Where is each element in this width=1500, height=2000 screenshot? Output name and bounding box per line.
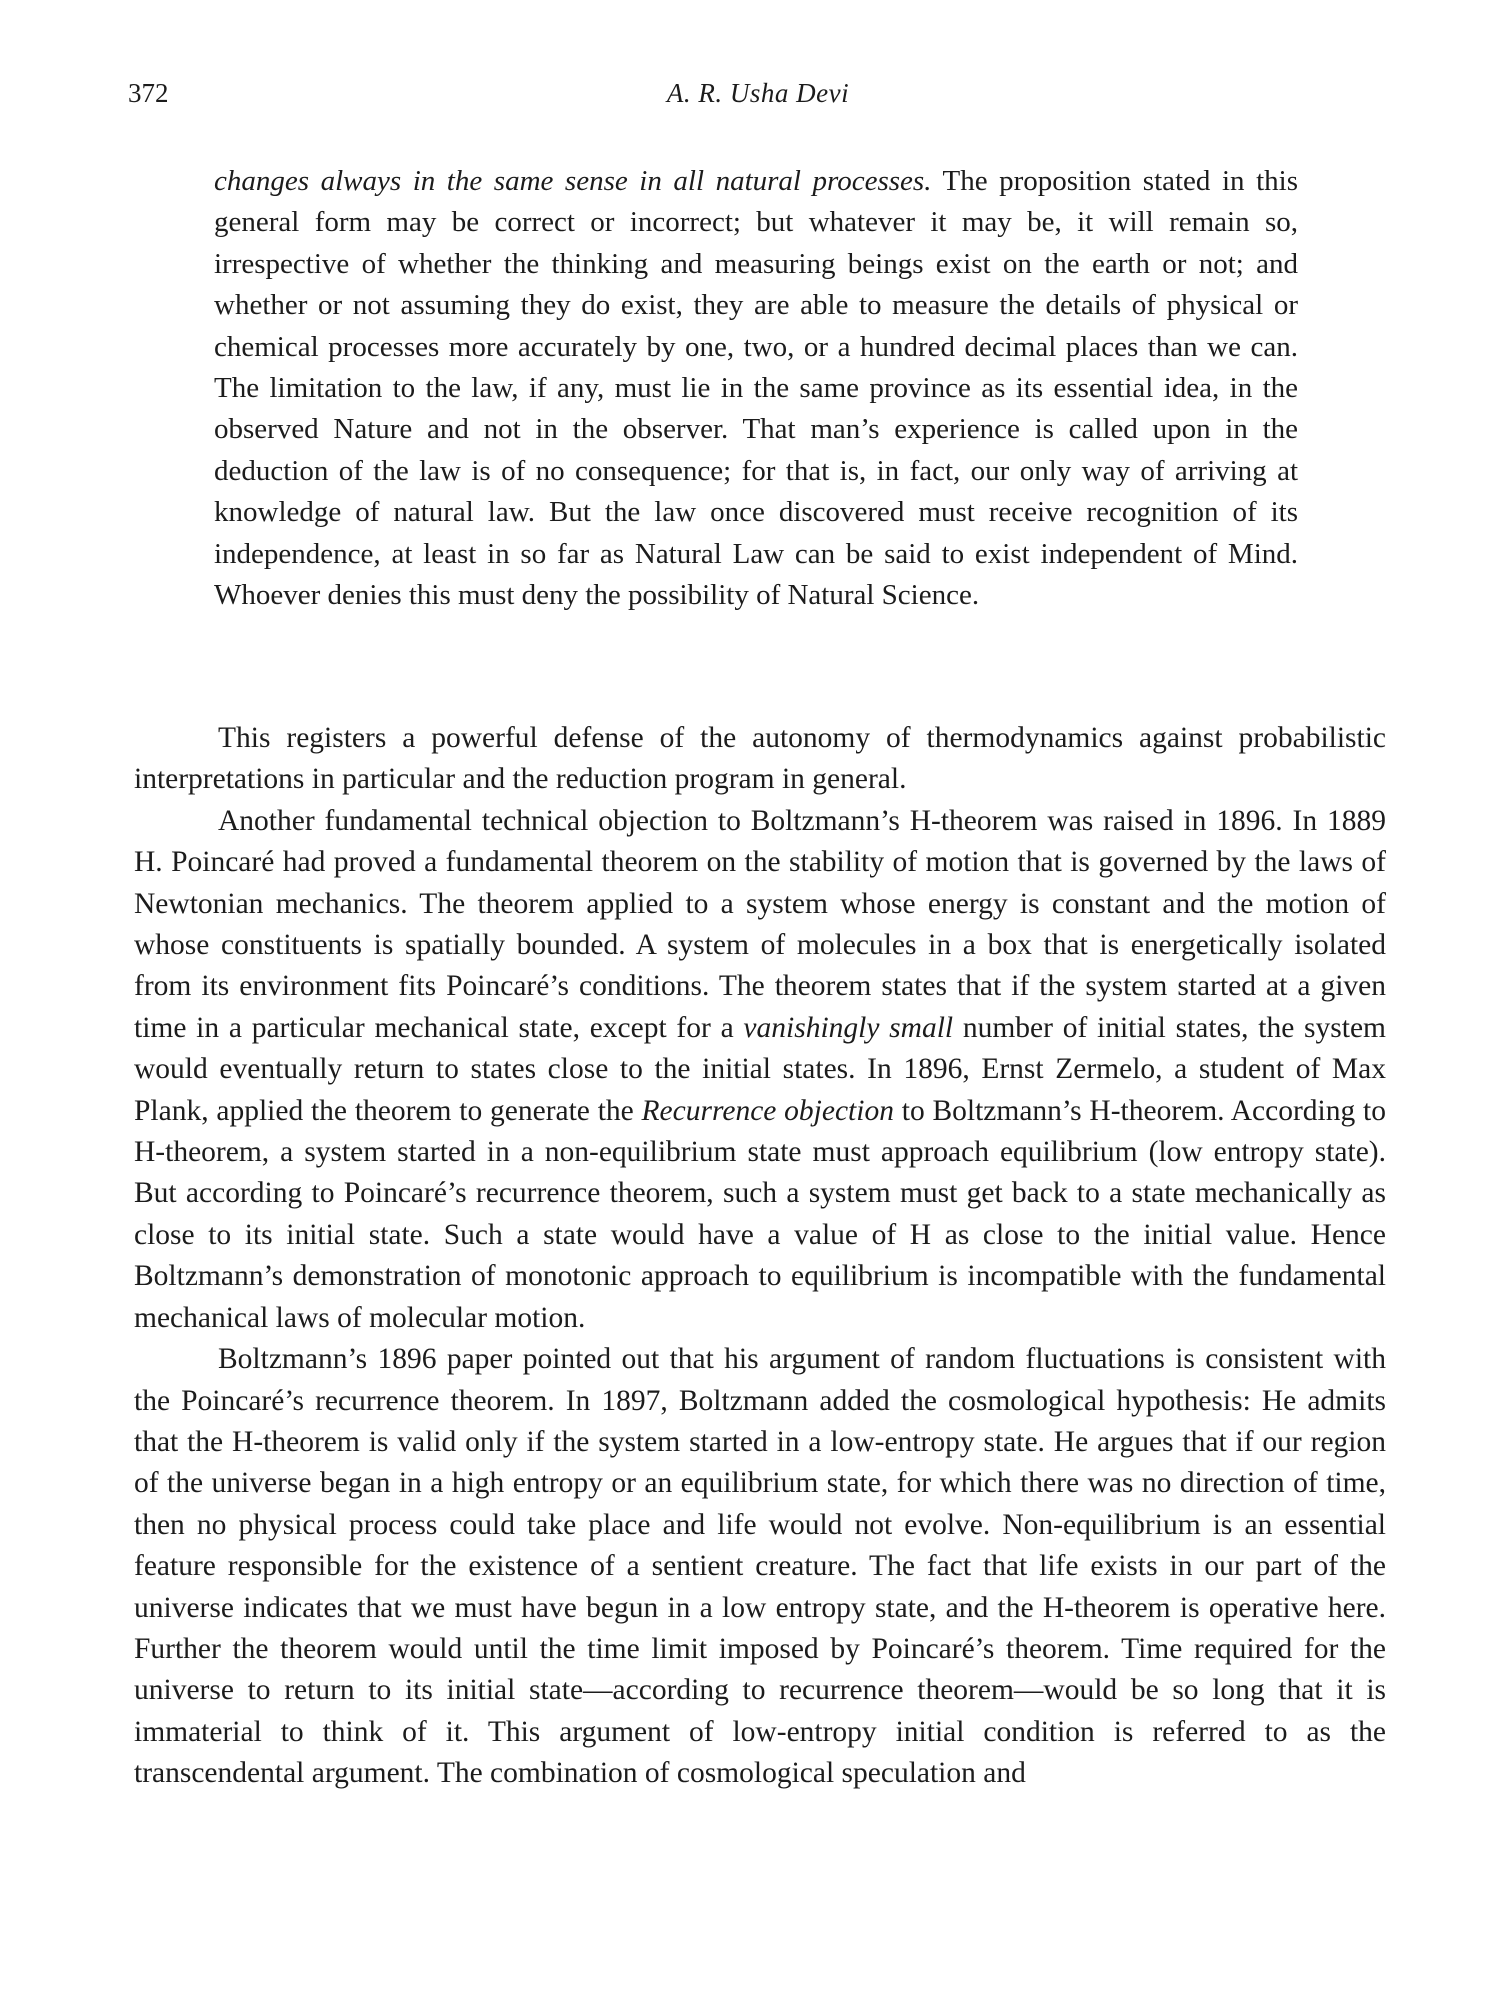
page-number: 372 bbox=[128, 78, 169, 108]
body-text bbox=[134, 718, 1386, 1795]
page-header bbox=[128, 78, 1388, 118]
paragraph-1: This registers a powerful defense of the autonomy of thermodynamics against probabilistic interpretations in particular and the reduction program in general. bbox=[134, 722, 1386, 796]
paragraph-2-part-a: Another fundamental technical objection to Boltzmann’s H-theorem was raised in 1896. In 1889 H. Poincaré had proved a fundamental theorem on the stability of motion that is governed by the laws of Newtonian mechanics. The theorem applied to a system whose energy is constant and the motion of whose constituents is spatially bounded. A system of molecules in a box that is energetically isolated from its environment fits Poincaré’s conditions. The theorem states that if the system started at a given time in a particular mechanical state, except for a bbox=[134, 804, 1386, 1044]
quote-text: The proposition stated in this general form may be correct or incorrect; but whatever it may be, it will remain so, irrespective of whether the thinking and measuring beings exist on the earth or not; and whether or not assuming they do exist, they are able to measure the details of physical or chemical processes more accurately by one, two, or a hundred decimal places than we can. The limitation to the law, if any, must lie in the same province as its essential idea, in the observed Nature and not in the observer. That man’s experience is called upon in the deduction of the law is of no consequence; for that is, in fact, our only way of arriving at knowledge of natural law. But the law once discovered must receive recognition of its independence, at least in so far as Natural Law can be said to exist independent of Mind. Whoever denies this must deny the possibility of Natural Science. bbox=[214, 165, 1298, 612]
italic-vanishingly-small: vanishingly small bbox=[743, 1011, 954, 1044]
block-quote bbox=[214, 161, 1298, 616]
quote-italic-lead: changes always in the same sense in all natural processes. bbox=[214, 165, 932, 197]
paragraph-2-part-c: to Boltzmann’s H-theorem. According to H-theorem, a system started in a non-equilibrium state must approach equilibrium (low entropy state). But according to Poincaré’s recurrence theorem, such a system must get back to a state mechanically as close to its initial state. Such a state would have a value of H as close to the initial value. Hence Boltzmann’s demonstration of monotonic approach to equilibrium is incompatible with the fundamental mechanical laws of molecular motion. bbox=[134, 1094, 1386, 1334]
quote-paragraph bbox=[214, 161, 1298, 616]
running-head: A. R. Usha Devi bbox=[666, 78, 850, 108]
italic-recurrence-objection: Recurrence objection bbox=[641, 1094, 894, 1127]
paragraph-3: Boltzmann’s 1896 paper pointed out that his argument of random fluctuations is consistent with the Poincaré’s recurrence theorem. In 1897, Boltzmann added the cosmological hypothesis: He admits that the H-theorem is valid only if the system started in a low-entropy state. He argues that if our region of the universe began in a high entropy or an equilibrium state, for which there was no direction of time, then no physical process could take place and life would not evolve. Non-equilibrium is an essential feature responsible for the existence of a sentient creature. The fact that life exists in our part of the universe indicates that we must have begun in a low entropy state, and the H-theorem is operative here. Further the theorem would until the time limit imposed by Poincaré’s theorem. Time required for the universe to return to its initial state—according to recurrence theorem—would be so long that it is immaterial to think of it. This argument of low-entropy initial condition is referred to as the transcendental argument. The combination of cosmological speculation and bbox=[134, 1343, 1386, 1790]
paragraph-2-part-b: number of initial states, the system would eventually return to states close to the initial states. In 1896, Ernst Zermelo, a student of Max Plank, applied the theorem to generate the bbox=[134, 1011, 1386, 1127]
paragraph-2 bbox=[134, 801, 1386, 1339]
